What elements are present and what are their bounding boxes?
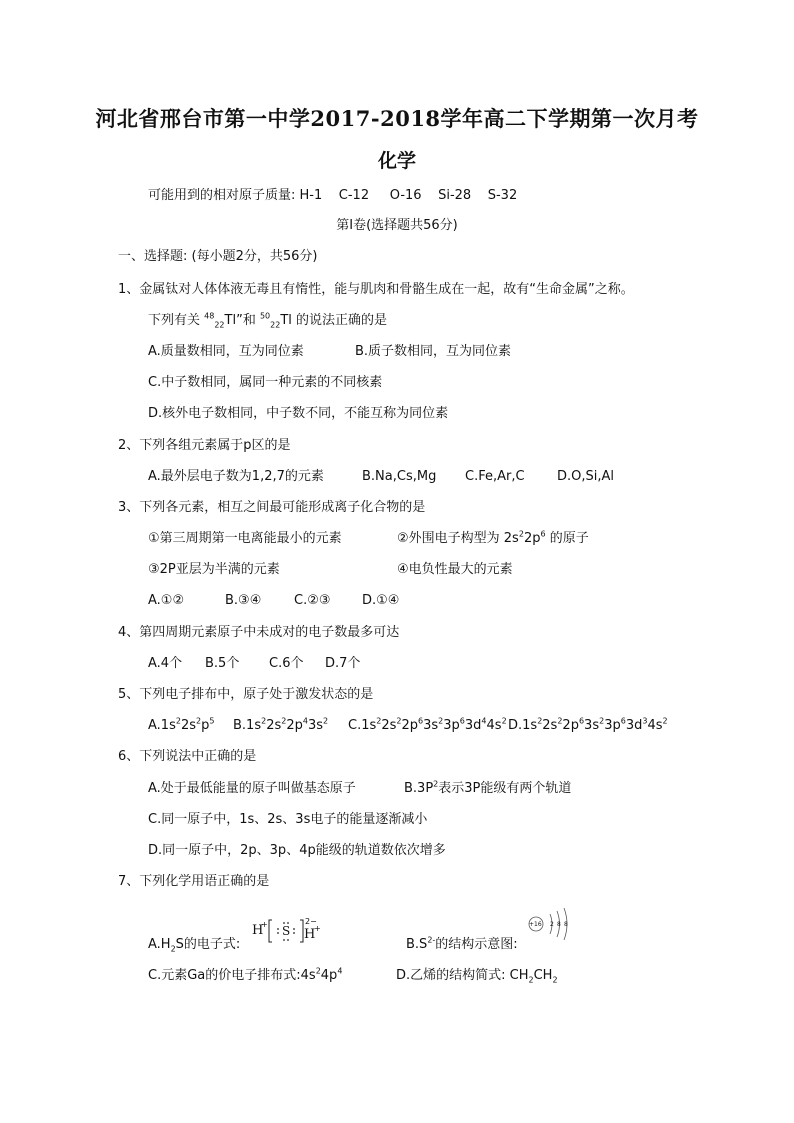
shell-2: 8 — [557, 921, 561, 928]
q5d-4: 2p — [562, 718, 579, 733]
q5c-7: 2 — [438, 716, 444, 726]
q4-option-b: B.5个 — [205, 656, 240, 671]
q2-option-b: B.Na,Cs,Mg — [362, 469, 437, 484]
q7-option-a — [148, 936, 240, 954]
q5c-9: 6 — [459, 716, 465, 726]
q7b-sup: 2- — [427, 935, 436, 945]
q5b-4: 2p — [286, 718, 303, 733]
iso2-symbol: Tl — [280, 313, 292, 328]
formula-s: S — [282, 924, 291, 938]
q4-option-c: C.6个 — [269, 656, 304, 671]
shell-3: 8 — [564, 921, 568, 928]
q5d-2: 2s — [542, 718, 558, 733]
iso1-num: 22 — [214, 320, 225, 330]
q1-option-a: A.质量数相同，互为同位素 — [148, 344, 304, 359]
q5c-1: 2 — [376, 716, 382, 726]
q1-stem2-pre: 下列有关 — [148, 313, 205, 328]
q5b-3: 2 — [281, 716, 287, 726]
q5-option-c — [348, 717, 507, 735]
q5a-5: 5 — [209, 716, 215, 726]
q3-item-1: ①第三周期第一电离能最小的元素 — [148, 531, 342, 546]
q5b-0: B.1s — [233, 718, 262, 733]
q5d-6: 3s — [584, 718, 600, 733]
q5b-1: 2 — [261, 716, 267, 726]
q5c-0: C.1s — [348, 718, 377, 733]
q3-item2-mid: 2p — [523, 531, 541, 546]
q5c-13: 2 — [501, 716, 507, 726]
q7d-s1: 2 — [528, 975, 534, 985]
q4-stem: 4、第四周期元素原子中未成对的电子数最多可达 — [118, 625, 400, 640]
q5a-3: 2 — [195, 716, 202, 726]
q1-stem-line2 — [148, 312, 387, 330]
q5c-6: 3s — [423, 718, 439, 733]
section-heading: 一、选择题: (每小题2分，共56分) — [118, 249, 318, 264]
q5b-7: 2 — [323, 716, 329, 726]
q7b-post: 的结构示意图: — [435, 937, 518, 952]
q7d-s2: 2 — [552, 975, 558, 985]
sulfide-ion-structure-diagram — [526, 906, 576, 942]
q2-option-c: C.Fe,Ar,C — [465, 469, 525, 484]
q5d-10: 3d — [625, 718, 643, 733]
q6-option-a: A.处于最低能量的原子叫做基态原子 — [148, 781, 356, 796]
q7c-mid: 4p — [320, 968, 338, 983]
q5c-12: 4s — [486, 718, 502, 733]
q5d-0: D.1s — [508, 718, 538, 733]
q7a-pre: A.H — [148, 937, 171, 952]
q3-item-2 — [397, 530, 589, 548]
q5c-8: 3p — [443, 718, 460, 733]
formula-h-left-charge: + — [261, 920, 268, 929]
q5b-5: 4 — [302, 716, 308, 726]
q7d-pre: D.乙烯的结构简式: CH — [396, 968, 529, 983]
q5d-11: 3 — [642, 716, 648, 726]
q4-option-a: A.4个 — [148, 656, 183, 671]
q5-stem: 5、下列电子排布中，原子处于激发状态的是 — [118, 687, 374, 702]
q2-stem: 2、下列各组元素属于p区的是 — [118, 438, 291, 453]
q1-option-b: B.质子数相同，互为同位素 — [355, 344, 512, 359]
q7c-pre: C.元素Ga的价电子排布式:4s — [148, 968, 316, 983]
q3-item2-p: 6 — [540, 529, 546, 539]
q5a-2: 2s — [180, 718, 196, 733]
q3-item2-post: 的原子 — [545, 531, 589, 546]
q7a-sub: 2 — [170, 944, 176, 954]
atomic-masses: 可能用到的相对原子质量: H-1 C-12 O-16 Si-28 S-32 — [148, 188, 518, 203]
q5b-6: 3s — [307, 718, 324, 733]
iso2-mass: 50 — [259, 311, 271, 321]
q3-item-3: ③2P亚层为半满的元素 — [148, 562, 280, 577]
iso1-symbol: Tl” — [224, 313, 243, 328]
q5c-10: 3d — [464, 718, 482, 733]
part-heading: 第I卷(选择题共56分) — [336, 218, 458, 233]
q5c-4: 2p — [401, 718, 419, 733]
q6-option-d: D.同一原子中，2p、3p、4p能级的轨道数依次增多 — [148, 843, 446, 858]
q5d-3: 2 — [557, 716, 563, 726]
q5c-3: 2 — [396, 716, 402, 726]
q5d-12: 4s — [647, 718, 663, 733]
nucleus-charge: +16 — [529, 921, 542, 928]
q7c-p: 4 — [337, 966, 343, 976]
q5d-9: 6 — [620, 716, 626, 726]
q3-option-b: B.③④ — [225, 593, 262, 608]
q5c-2: 2s — [381, 718, 397, 733]
q3-stem: 3、下列各元素，相互之间最可能形成离子化合物的是 — [118, 500, 426, 515]
q7b-pre: B.S — [406, 937, 428, 952]
q2-option-d: D.O,Si,Al — [557, 469, 615, 484]
q6b-pre: B.3P — [404, 781, 434, 796]
q5c-11: 4 — [481, 716, 487, 726]
shell-1: 2 — [550, 921, 554, 928]
q1-option-d: D.核外电子数相同，中子数不同，不能互称为同位素 — [148, 406, 449, 421]
q5b-2: 2s — [266, 718, 282, 733]
q1-and: 和 — [242, 313, 260, 328]
q5d-13: 2 — [662, 716, 668, 726]
q3-option-c: C.②③ — [294, 593, 331, 608]
formula-h-left: H — [252, 923, 264, 938]
q7-option-d — [396, 967, 558, 985]
q7-stem: 7、下列化学用语正确的是 — [118, 874, 270, 889]
q5-option-b — [233, 717, 328, 735]
q6b-sup: 2 — [433, 779, 439, 789]
q6-stem: 6、下列说法中正确的是 — [118, 749, 257, 764]
q3-option-d: D.①④ — [362, 593, 400, 608]
q5c-5: 6 — [418, 716, 424, 726]
q2-option-a: A.最外层电子数为1,2,7的元素 — [148, 469, 324, 484]
q6-option-c: C.同一原子中，1s、2s、3s电子的能量逐渐减小 — [148, 812, 428, 827]
subject-title: 化学 — [377, 150, 416, 172]
iso2-num: 22 — [270, 320, 281, 330]
q6b-post: 表示3P能级有两个轨道 — [438, 781, 572, 796]
q5d-7: 2 — [599, 716, 605, 726]
q1-stem2-post: 的说法正确的是 — [291, 313, 388, 328]
q5-option-d — [508, 717, 668, 735]
formula-h-right: H — [304, 927, 316, 942]
q3-option-a: A.①② — [148, 593, 185, 608]
formula-charge: 2− — [305, 917, 317, 926]
h2s-electron-formula — [252, 914, 324, 948]
q3-item-4: ④电负性最大的元素 — [397, 562, 513, 577]
q3-item2-s: 2 — [518, 529, 524, 539]
q6-option-b — [404, 780, 571, 798]
q1-option-c: C.中子数相同，属同一种元素的不同核素 — [148, 375, 383, 390]
q5d-5: 6 — [578, 716, 585, 726]
q1-stem: 1、金属钛对人体体液无毒且有惰性，能与肌肉和骨骼生成在一起，故有“生命金属”之称。 — [118, 282, 634, 297]
q7c-s: 2 — [315, 966, 321, 976]
q7-option-c — [148, 967, 342, 985]
q5a-0: A.1s — [148, 718, 176, 733]
q5a-4: p — [201, 718, 210, 733]
exam-title: 河北省邢台市第一中学2017-2018学年高二下学期第一次月考 — [95, 106, 699, 131]
iso1-mass: 48 — [204, 311, 215, 321]
formula-h-right-charge: + — [314, 924, 321, 933]
q7-option-b — [406, 936, 518, 954]
q4-option-d: D.7个 — [325, 656, 361, 671]
q5d-1: 2 — [537, 716, 543, 726]
q5a-1: 2 — [175, 716, 181, 726]
q3-item2-pre: ②外围电子构型为 2s — [397, 531, 519, 546]
q5-option-a — [148, 717, 214, 735]
q7d-mid: CH — [533, 968, 553, 983]
q7a-post: S的电子式: — [175, 937, 241, 952]
q5d-8: 3p — [604, 718, 621, 733]
